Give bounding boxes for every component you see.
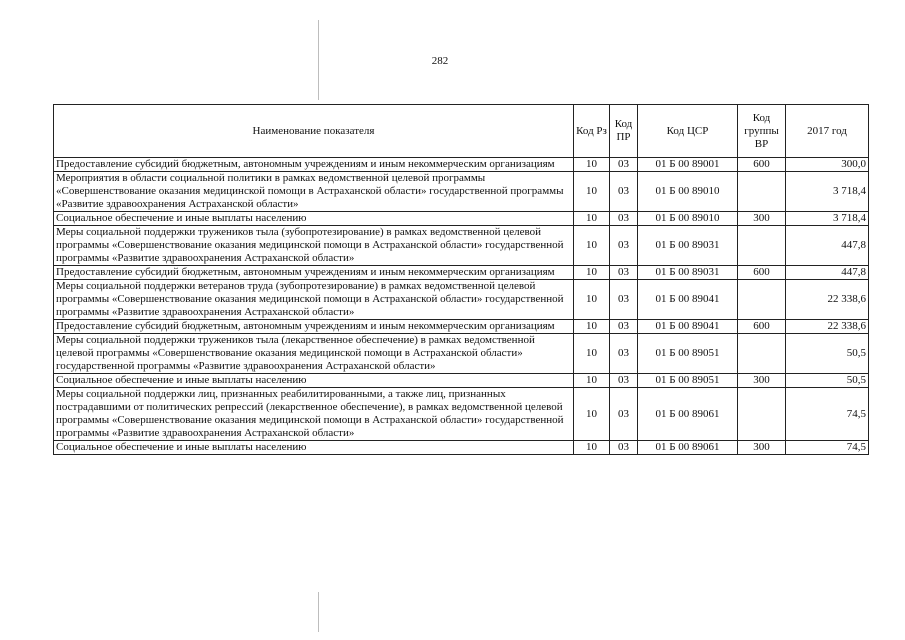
cell-pr: 03 [610,388,638,441]
cell-amount: 447,8 [786,226,869,266]
cell-pr: 03 [610,266,638,280]
cell-name: Меры социальной поддержки тружеников тыла (зубопротезирование) в рамках ведомственной целевой программы «Совершенствование оказания медицинской помощи в Астраханской области» государственной программы «Развитие здравоохранения Астраханской области» [54,226,574,266]
cell-vr: 300 [738,374,786,388]
table-row [54,280,869,320]
cell-rz: 10 [574,441,610,455]
table-header-row [54,105,869,158]
cell-pr: 03 [610,226,638,266]
table-row [54,158,869,172]
cell-csr: 01 Б 00 89041 [638,280,738,320]
cell-vr [738,334,786,374]
cell-name: Предоставление субсидий бюджетным, автономным учреждениям и иным некоммерческим организациям [54,266,574,280]
table-body [54,158,869,455]
scan-fold-line [318,20,319,100]
header-name: Наименование показателя [54,105,574,158]
cell-pr: 03 [610,280,638,320]
cell-csr: 01 Б 00 89031 [638,266,738,280]
cell-rz: 10 [574,388,610,441]
table-row [54,266,869,280]
header-year: 2017 год [786,105,869,158]
cell-rz: 10 [574,280,610,320]
cell-amount: 22 338,6 [786,320,869,334]
cell-csr: 01 Б 00 89051 [638,374,738,388]
cell-amount: 74,5 [786,441,869,455]
table-row [54,334,869,374]
table-row [54,388,869,441]
table-row [54,212,869,226]
cell-vr [738,280,786,320]
cell-name: Предоставление субсидий бюджетным, автономным учреждениям и иным некоммерческим организациям [54,158,574,172]
budget-table [53,104,869,455]
cell-csr: 01 Б 00 89001 [638,158,738,172]
header-pr: Код ПР [610,105,638,158]
cell-name: Предоставление субсидий бюджетным, автономным учреждениям и иным некоммерческим организациям [54,320,574,334]
cell-name: Социальное обеспечение и иные выплаты населению [54,441,574,455]
cell-amount: 50,5 [786,374,869,388]
cell-name: Меры социальной поддержки тружеников тыла (лекарственное обеспечение) в рамках ведомственной целевой программы «Совершенствование оказания медицинской помощи в Астраханской области» государственной программы «Развитие здравоохранения Астраханской области» [54,334,574,374]
cell-vr [738,172,786,212]
cell-amount: 300,0 [786,158,869,172]
scan-fold-line-lower [318,592,319,632]
cell-pr: 03 [610,441,638,455]
cell-rz: 10 [574,334,610,374]
cell-pr: 03 [610,158,638,172]
cell-name: Социальное обеспечение и иные выплаты населению [54,374,574,388]
cell-vr: 600 [738,266,786,280]
header-csr: Код ЦСР [638,105,738,158]
cell-vr: 300 [738,212,786,226]
cell-amount: 74,5 [786,388,869,441]
cell-name: Меры социальной поддержки ветеранов труда (зубопротезирование) в рамках ведомственной целевой программы «Совершенствование оказания медицинской помощи в Астраханской области» государственной программы «Развитие здравоохранения Астраханской области» [54,280,574,320]
table-row [54,320,869,334]
cell-csr: 01 Б 00 89031 [638,226,738,266]
cell-amount: 50,5 [786,334,869,374]
cell-rz: 10 [574,212,610,226]
cell-vr: 600 [738,158,786,172]
cell-vr [738,388,786,441]
cell-pr: 03 [610,334,638,374]
cell-rz: 10 [574,374,610,388]
cell-name: Мероприятия в области социальной политики в рамках ведомственной целевой программы «Совершенствование оказания медицинской помощи в Астраханской области» государственной программы «Развитие здравоохранения Астраханской области» [54,172,574,212]
cell-vr: 300 [738,441,786,455]
cell-rz: 10 [574,320,610,334]
cell-vr: 600 [738,320,786,334]
cell-rz: 10 [574,172,610,212]
cell-csr: 01 Б 00 89010 [638,172,738,212]
cell-amount: 22 338,6 [786,280,869,320]
cell-rz: 10 [574,158,610,172]
cell-rz: 10 [574,226,610,266]
table-row [54,374,869,388]
header-rz: Код Рз [574,105,610,158]
cell-csr: 01 Б 00 89061 [638,388,738,441]
cell-amount: 3 718,4 [786,212,869,226]
cell-pr: 03 [610,320,638,334]
cell-pr: 03 [610,172,638,212]
cell-rz: 10 [574,266,610,280]
header-vr: Код группы ВР [738,105,786,158]
table-row [54,226,869,266]
cell-csr: 01 Б 00 89041 [638,320,738,334]
table-row [54,172,869,212]
cell-amount: 447,8 [786,266,869,280]
cell-csr: 01 Б 00 89051 [638,334,738,374]
cell-vr [738,226,786,266]
table-row [54,441,869,455]
cell-amount: 3 718,4 [786,172,869,212]
cell-csr: 01 Б 00 89010 [638,212,738,226]
cell-name: Меры социальной поддержки лиц, признанных реабилитированными, а также лиц, признанных пострадавшими от политических репрессий (лекарственное обеспечение), в рамках ведомственной целевой программы «Совершенствование оказания медицинской помощи в Астраханской области» государственной программы «Развитие здравоохранения Астраханской области» [54,388,574,441]
cell-name: Социальное обеспечение и иные выплаты населению [54,212,574,226]
cell-csr: 01 Б 00 89061 [638,441,738,455]
page-number: 282 [431,55,449,67]
cell-pr: 03 [610,212,638,226]
cell-pr: 03 [610,374,638,388]
